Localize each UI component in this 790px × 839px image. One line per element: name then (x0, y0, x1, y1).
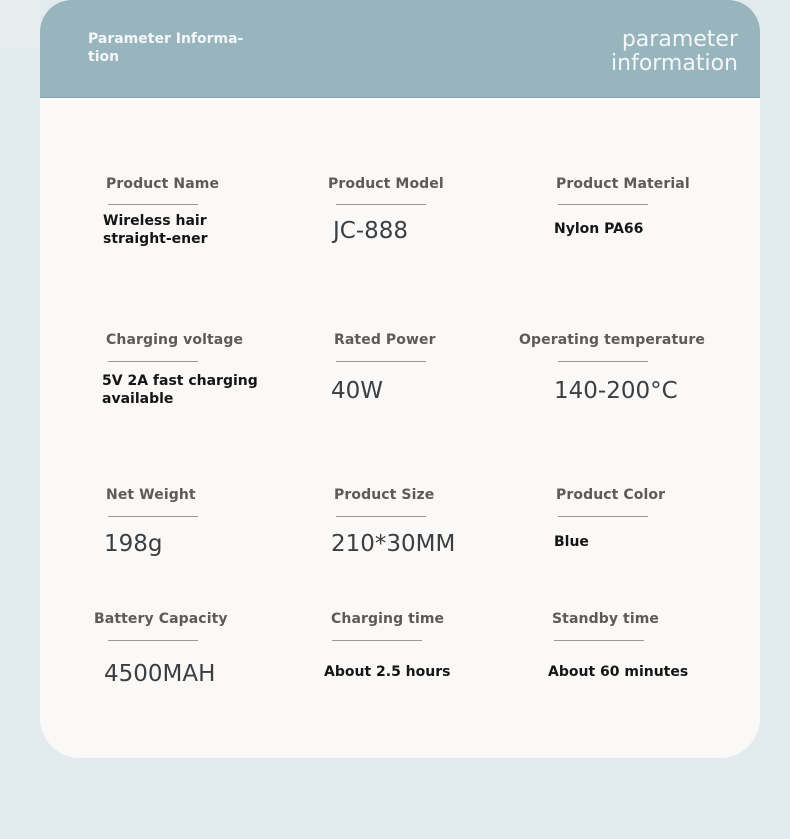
header-title-right (611, 28, 738, 76)
param-label: Product Model (328, 176, 444, 192)
param-label: Product Material (556, 176, 690, 192)
param-divider (108, 361, 198, 362)
param-divider (336, 516, 426, 517)
param-divider (558, 204, 648, 205)
param-divider (332, 640, 422, 641)
param-divider (558, 516, 648, 517)
param-value: 210*30MM (331, 531, 456, 557)
param-value: JC-888 (333, 218, 409, 244)
param-label: Net Weight (106, 487, 196, 503)
param-label: Product Color (556, 487, 666, 503)
param-label: Charging voltage (106, 332, 244, 348)
param-value: About 2.5 hours (324, 664, 451, 680)
param-label: Standby time (552, 611, 660, 627)
header-title-right-line1: parameter (621, 27, 738, 52)
header-title-right-line2: information (611, 51, 738, 76)
param-divider (108, 516, 198, 517)
param-value: Blue (554, 534, 589, 550)
param-value: Wireless hair straight-ener (103, 213, 208, 247)
param-divider (336, 204, 426, 205)
param-divider (108, 640, 198, 641)
param-value: 4500MAH (104, 661, 216, 687)
header-title-left: Parameter Informa-tion (88, 31, 244, 65)
param-value: Nylon PA66 (554, 221, 644, 237)
param-value: 40W (331, 378, 384, 404)
param-value: 140-200°C (554, 378, 678, 404)
param-label: Battery Capacity (94, 611, 228, 627)
param-label: Charging time (331, 611, 445, 627)
param-label: Rated Power (334, 332, 436, 348)
param-label: Operating temperature (519, 332, 705, 348)
parameter-card (40, 0, 760, 758)
param-value: 198g (104, 531, 163, 557)
param-value: 5V 2A fast charging available (102, 373, 258, 407)
param-label: Product Name (106, 176, 220, 192)
background-patch (0, 0, 40, 48)
param-divider (336, 361, 426, 362)
param-divider (108, 204, 198, 205)
card-header (40, 0, 760, 98)
param-divider (558, 361, 648, 362)
param-divider (554, 640, 644, 641)
param-value: About 60 minutes (548, 664, 689, 680)
param-label: Product Size (334, 487, 435, 503)
